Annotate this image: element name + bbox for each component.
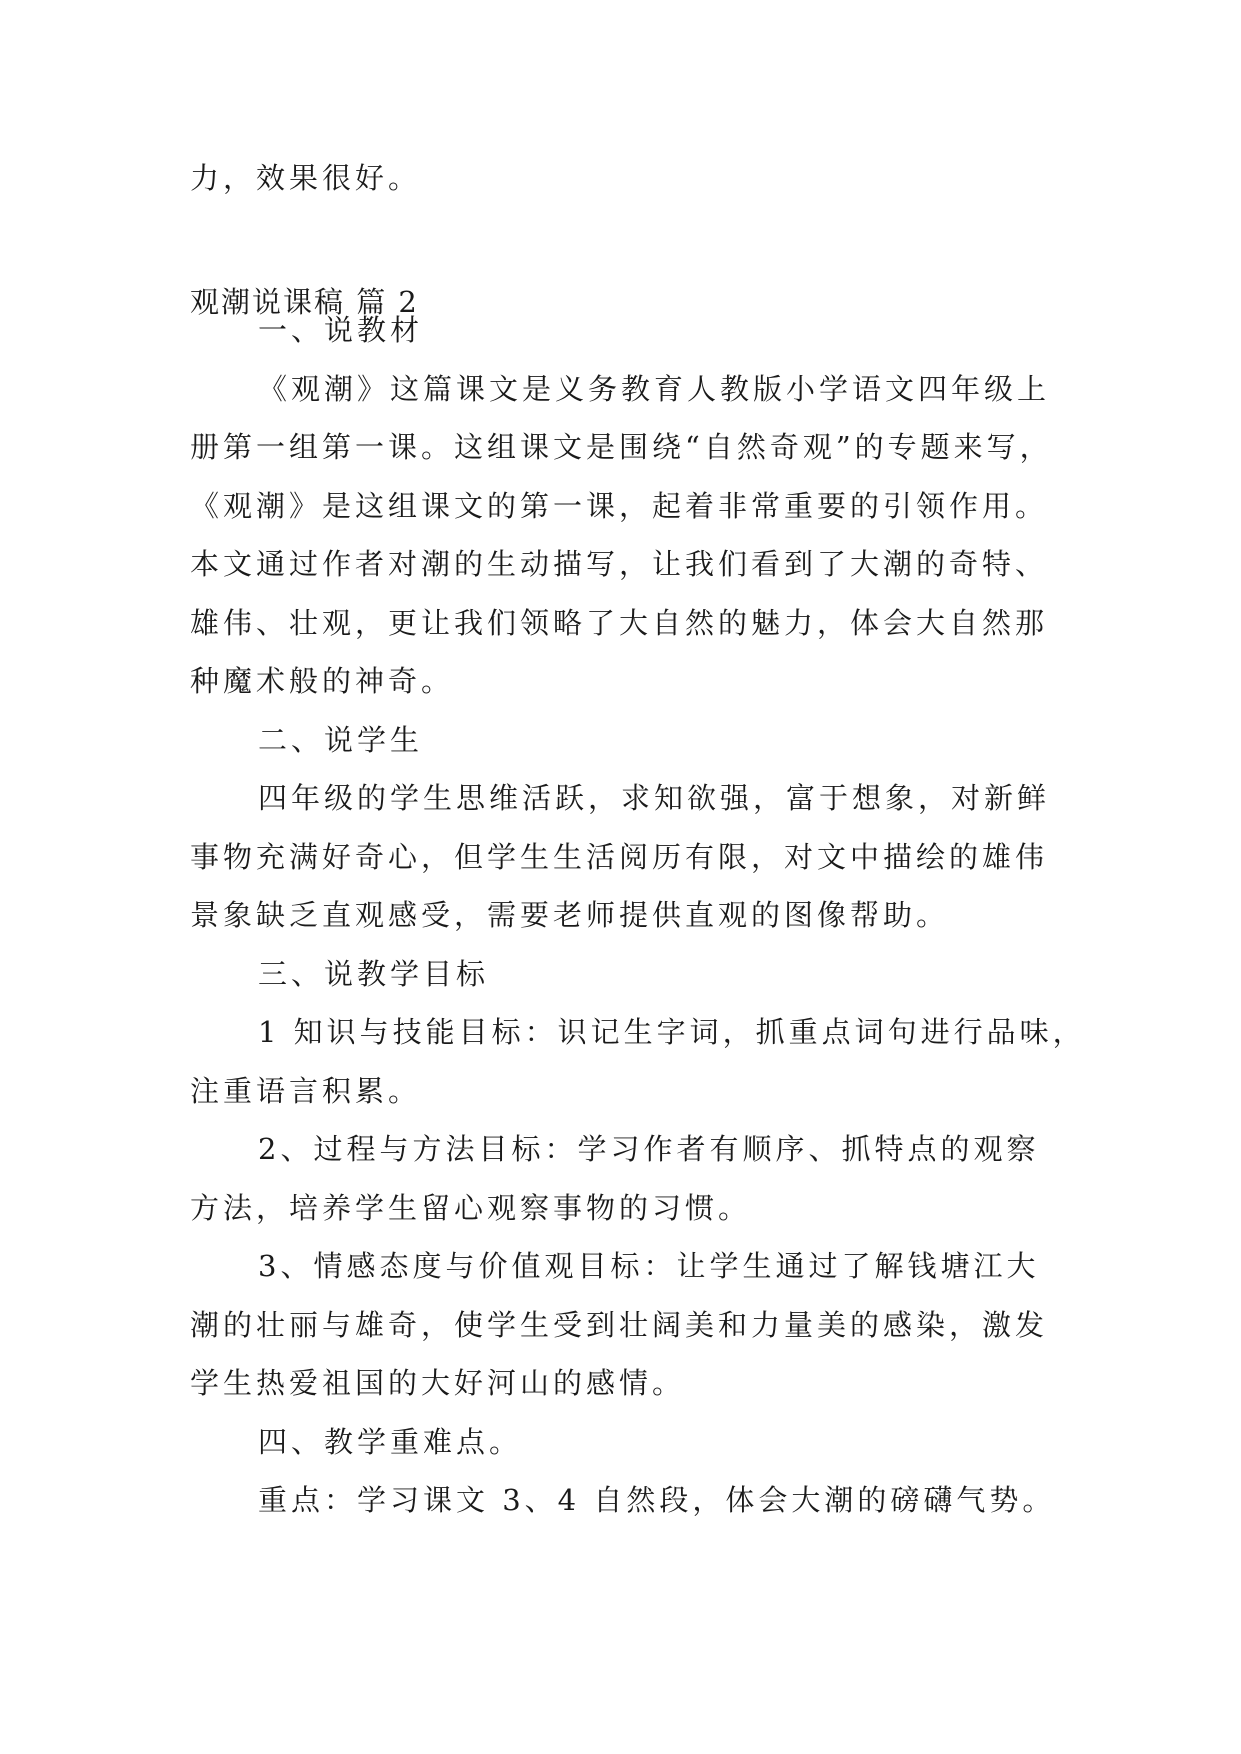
text-line: 注重语言积累。 (190, 1073, 422, 1108)
section-title: 观潮说课稿 篇 2 (190, 285, 419, 319)
text-line: 种魔术般的神奇。 (190, 664, 455, 698)
text-line: 2、过程与方法目标：学习作者有顺序、抓特点的观察 (258, 1132, 1040, 1166)
text-line: 《观潮》是这组课文的第一课，起着非常重要的引领作用。 (190, 488, 1049, 523)
text-line: 事物充满好奇心，但学生生活阅历有限，对文中描绘的雄伟 (190, 839, 1049, 874)
continuation-line: 力，效果很好。 (190, 161, 422, 195)
text-line: 潮的壮丽与雄奇，使学生受到壮阔美和力量美的感染，激发 (190, 1307, 1049, 1342)
text-line: 一、说教材 (258, 313, 424, 347)
text-line: 重点：学习课文 3、4 自然段，体会大潮的磅礴气势。 (258, 1483, 1056, 1517)
text-line: 三、说教学目标 (258, 956, 490, 991)
text-line: 四、教学重难点。 (258, 1424, 523, 1459)
text-line: 四年级的学生思维活跃，求知欲强，富于想象，对新鲜 (258, 781, 1051, 815)
text-line: 本文通过作者对潮的生动描写，让我们看到了大潮的奇特、 (190, 547, 1049, 581)
text-line: 《观潮》这篇课文是义务教育人教版小学语文四年级上 (258, 371, 1051, 406)
text-line: 册第一组第一课。这组课文是围绕“自然奇观”的专题来写， (190, 430, 1053, 464)
text-line: 学生热爱祖国的大好河山的感情。 (190, 1366, 686, 1400)
text-line: 3、情感态度与价值观目标：让学生通过了解钱塘江大 (258, 1249, 1040, 1283)
text-line: 二、说学生 (258, 722, 424, 757)
text-line: 1 知识与技能目标：识记生字词，抓重点词句进行品味， (258, 1015, 1086, 1049)
text-line: 方法，培养学生留心观察事物的习惯。 (190, 1190, 752, 1225)
text-line: 景象缺乏直观感受，需要老师提供直观的图像帮助。 (190, 898, 950, 932)
body-text (190, 301, 1086, 1530)
text-line: 雄伟、壮观，更让我们领略了大自然的魅力，体会大自然那 (190, 605, 1049, 640)
